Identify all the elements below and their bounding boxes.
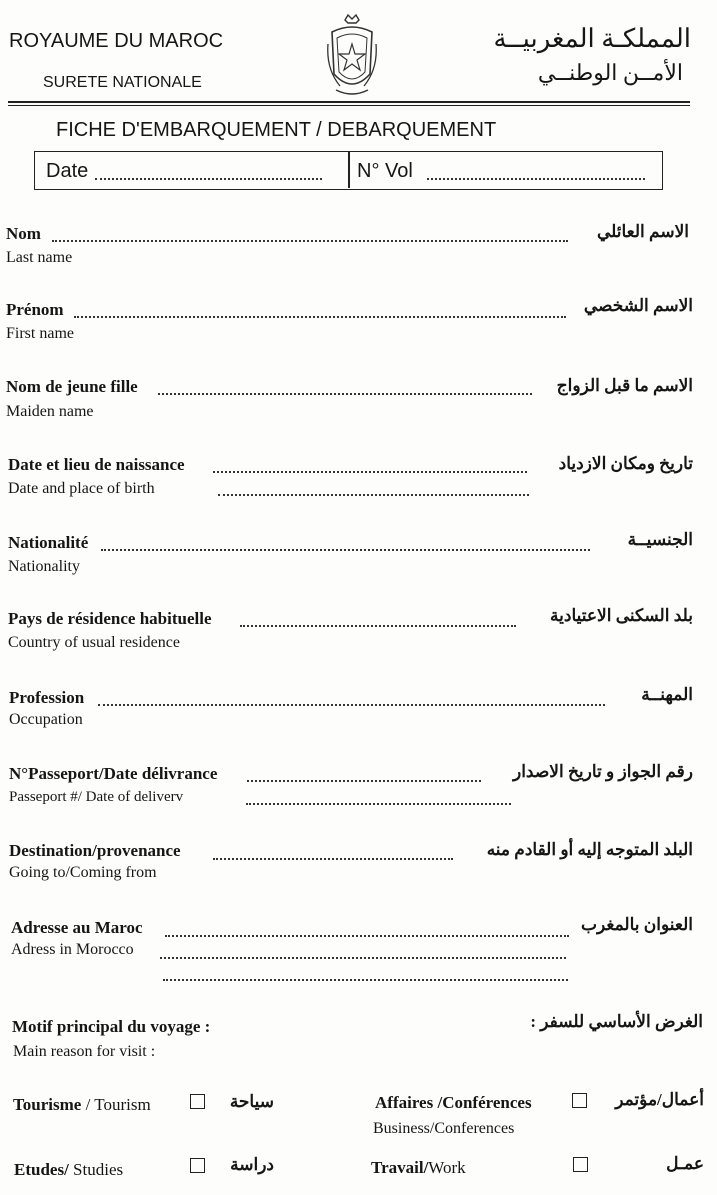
field-birth-en: Date and place of birth: [8, 480, 155, 497]
header-country-fr: ROYAUME DU MAROC: [9, 30, 224, 52]
option-studies-checkbox[interactable]: [190, 1158, 205, 1173]
field-residence-label: Pays de résidence habituelle: [8, 609, 212, 628]
option-tourism-ar: سياحة: [229, 1092, 274, 1111]
option-business-checkbox[interactable]: [572, 1093, 587, 1108]
field-occupation-label: Profession: [9, 688, 85, 707]
field-maiden-name-en: Maiden name: [6, 403, 94, 420]
field-residence-input[interactable]: [240, 625, 516, 627]
field-passport-en: Passeport #/ Date of deliverv: [9, 789, 184, 805]
field-birth-input[interactable]: [213, 471, 527, 473]
flight-number-label: N° Vol: [357, 160, 413, 182]
option-studies-en: Studies: [73, 1160, 124, 1179]
field-occupation-input[interactable]: [98, 704, 605, 706]
date-label: Date: [46, 160, 89, 182]
reason-label: Motif principal du voyage :: [12, 1017, 211, 1036]
box-divider: [348, 152, 350, 188]
option-business-fr: Affaires /Conférences: [375, 1093, 532, 1112]
form-title: FICHE D'EMBARQUEMENT / DEBARQUEMENT: [56, 119, 497, 141]
header-agency-ar: الأمــن الوطنــي: [537, 60, 683, 85]
field-passport-label: N°Passeport/Date délivrance: [9, 764, 218, 783]
date-flight-box: [34, 151, 663, 190]
date-field[interactable]: [95, 178, 322, 180]
field-occupation-ar: المهنــة: [641, 685, 693, 704]
field-occupation-en: Occupation: [9, 711, 83, 728]
option-tourism-fr: Tourisme: [13, 1095, 82, 1114]
option-tourism-en: Tourism: [94, 1095, 151, 1114]
field-destination-input[interactable]: [213, 858, 453, 860]
field-nationality-en: Nationality: [8, 558, 80, 575]
option-work-ar: عمـل: [666, 1154, 704, 1173]
option-studies-fr: Etudes/: [14, 1160, 69, 1179]
field-address-ar: العنوان بالمغرب: [581, 915, 693, 934]
field-maiden-name-ar: الاسم ما قبل الزواج: [556, 376, 693, 395]
field-address-input-line3[interactable]: [163, 979, 568, 981]
option-work-en: Work: [428, 1158, 466, 1177]
field-first-name-ar: الاسم الشخصي: [583, 296, 693, 315]
field-passport-ar: رقم الجواز و تاريخ الاصدار: [513, 762, 693, 781]
reason-en: Main reason for visit :: [13, 1043, 156, 1060]
field-birth-label: Date et lieu de naissance: [8, 455, 185, 474]
option-business-ar: أعمال/مؤتمر: [615, 1090, 704, 1109]
field-first-name-label: Prénom: [6, 300, 64, 319]
field-destination-en: Going to/Coming from: [9, 864, 157, 881]
header-country-ar: المملكـة المغربيــة: [493, 24, 691, 53]
option-work-checkbox[interactable]: [573, 1157, 588, 1172]
field-last-name-input[interactable]: [52, 240, 568, 242]
field-nationality-ar: الجنسيــة: [627, 530, 693, 549]
field-residence-en: Country of usual residence: [8, 634, 180, 651]
field-residence-ar: بلد السكنى الاعتيادية: [550, 606, 693, 625]
field-address-input[interactable]: [165, 935, 569, 937]
field-nationality-label: Nationalité: [8, 533, 89, 552]
field-last-name-en: Last name: [6, 249, 73, 266]
field-first-name-en: First name: [6, 325, 74, 342]
header-agency-fr: SURETE NATIONALE: [43, 74, 202, 91]
header-rule: [8, 101, 690, 103]
field-passport-input-line2[interactable]: [246, 803, 511, 805]
option-business-en: Business/Conferences: [373, 1120, 515, 1137]
option-tourism-label: Tourisme / Tourism: [13, 1095, 151, 1114]
field-passport-input[interactable]: [247, 780, 481, 782]
field-first-name-input[interactable]: [74, 316, 566, 318]
field-maiden-name-input[interactable]: [158, 393, 532, 395]
field-destination-label: Destination/provenance: [9, 841, 181, 860]
field-destination-ar: البلد المتوجه إليه أو القادم منه: [486, 840, 693, 859]
option-studies-ar: دراسة: [230, 1155, 274, 1174]
flight-number-field[interactable]: [427, 178, 645, 180]
field-last-name-ar: الاسم العائلي: [596, 222, 689, 241]
field-last-name-label: Nom: [6, 224, 41, 243]
field-birth-input-line2[interactable]: [218, 494, 529, 496]
field-birth-ar: تاريخ ومكان الازدياد: [558, 454, 693, 473]
field-nationality-input[interactable]: [101, 549, 590, 551]
field-maiden-name-label: Nom de jeune fille: [6, 377, 138, 396]
moroccan-coat-of-arms-icon: [326, 14, 378, 100]
field-address-label: Adresse au Maroc: [11, 918, 143, 937]
option-tourism-checkbox[interactable]: [190, 1094, 205, 1109]
field-address-input-line2[interactable]: [160, 957, 566, 959]
header-rule-thin: [8, 105, 690, 106]
reason-ar: الغرض الأساسي للسفر :: [530, 1012, 703, 1031]
option-work-label: [371, 1158, 466, 1178]
field-address-en: Adress in Morocco: [11, 941, 134, 958]
option-work-fr: Travail/: [371, 1158, 429, 1177]
option-studies-label: [14, 1160, 123, 1180]
